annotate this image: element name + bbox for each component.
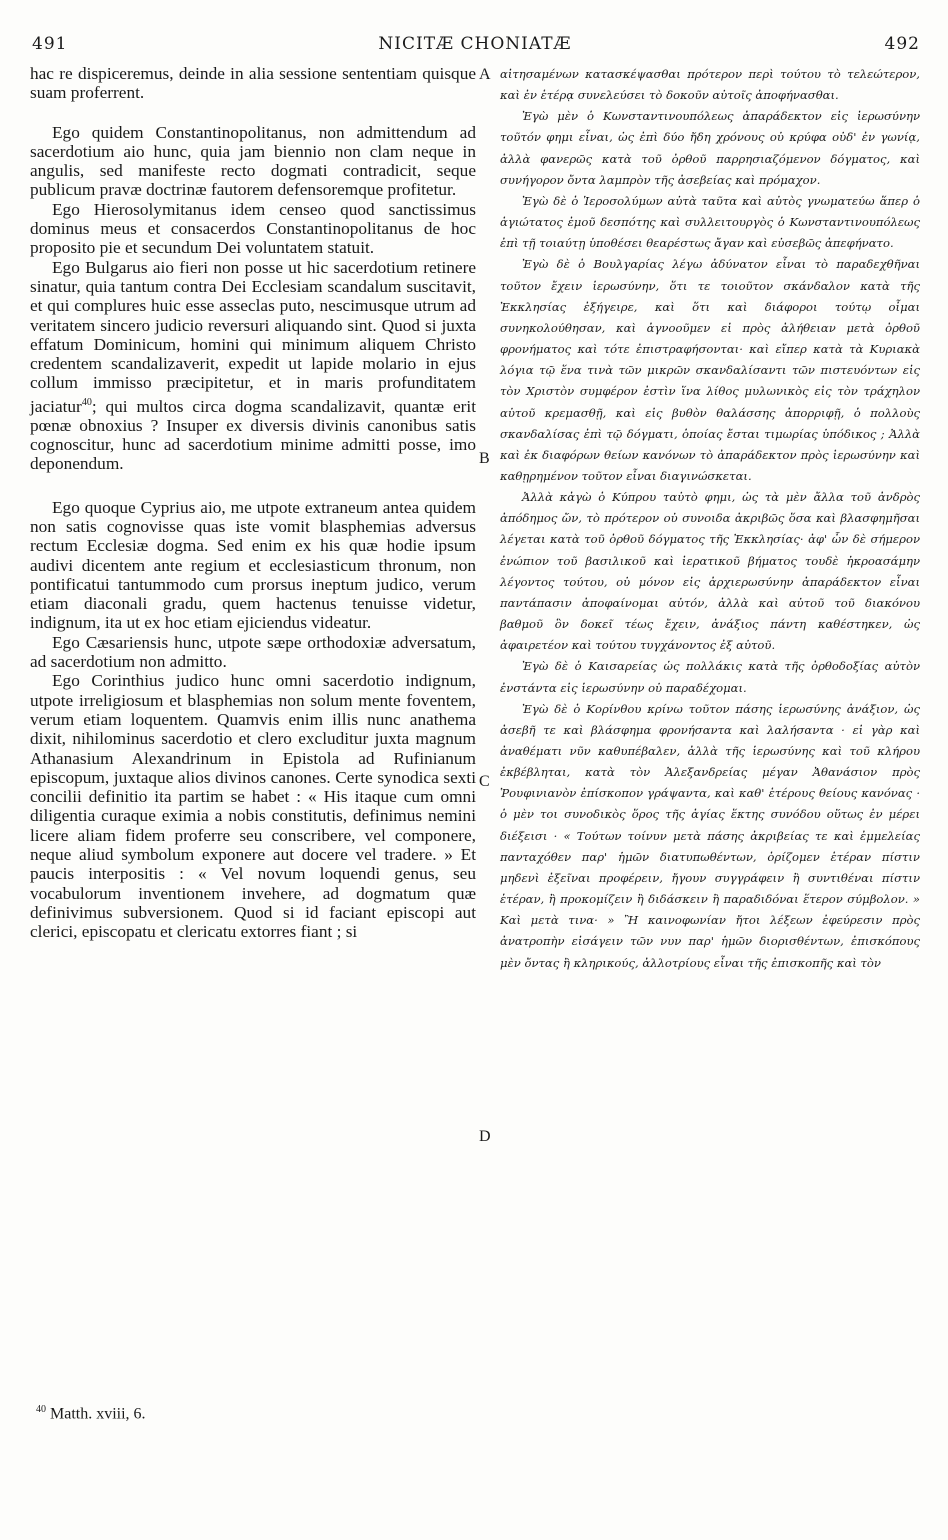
greek-paragraph: Ἀλλὰ κἀγὼ ὁ Κύπρου ταὐτὸ φημι, ὡς τὰ μὲν ἄλλα τοῦ ἀνδρὸς ἀπόδημος ὤν, τὸ πρότερον οὐ συνοιδα ἀκριβῶς ὅσα καὶ βλασφημῆσαι λέγεται κατὰ τοῦ ὀρθοῦ δόγματος τῆς Ἐκκλησίας· ἀφ' ὧν δὲ σήμερον ἐνώπιον τοῦ βασιλικοῦ καὶ ἱερατικοῦ βήματος τουδὲ ἠκροασάμην λέγοντος τούτου, οὐ μόνον εἰς ἀρχιερωσύνην ἀπαράδεκτον εἶναι παντάπασιν ἀποφαίνομαι αὐτόν, ἀλλὰ καὶ αὐτοῦ τοῦ διακόνου βαθμοῦ ὃν δοκεῖ τέως ἔχειν, ἀνάξιος πάντη καθέστηκεν, ὡς ἀφαιρετέον καὶ τούτου τυγχάνοντος ἐξ αὐτοῦ. [500,490,920,653]
margin-letter-d: D [479,1128,491,1145]
greek-paragraph: Ἐγὼ μὲν ὁ Κωνσταντινουπόλεως ἀπαράδεκτον εἰς ἱερωσύνην τοῦτόν φημι εἶναι, ὡς ἐπὶ δύο ἤδη χρόνους οὐ κρύφα οὐδ' ἐν γωνίᾳ, ἀλλὰ φανερῶς κατὰ τοῦ ὀρθοῦ παρρησιαζόμενον δόγματος, καὶ συνήγορον ὄντα λαμπρὸν τῆς ἀσεβείας καὶ πρόμαχον. [500,109,920,187]
footnote-ref: 40 [81,396,92,408]
greek-paragraph: αἰτησαμένων κατασκέψασθαι πρότερον περὶ τούτου τὸ τελεώτερον, καὶ ἐν ἑτέρᾳ συνελεύσει τὸ δοκοῦν αὐτοῖς ἀποφήνασθαι. [500,67,920,103]
margin-letter-b: B [479,450,490,467]
latin-paragraph: Ego Hierosolymitanus idem censeo quod sanctissimus dominus meus et consacerdos Constantinopolitanus de hoc proposito pie et secundum Dei voluntatem statuit. [30,199,476,258]
page-number-left: 491 [32,34,68,54]
greek-column [500,64,920,974]
page-number-right: 492 [884,34,920,54]
latin-paragraph: Ego Corinthius judico hunc omni sacerdotio indignum, utpote irreligiosum et blasphemias non solum mente foventem, verum etiam loquentem. Quamvis enim illis nunc anathema dixit, nihilominus sacerdotio et clero excluditur juxta magnum Athanasium Alexandrinum in Epistola ad Rufinianum episcopum, juxtaque alios divinos canones. Certe synodica sexti concilii definitio ita partim se habet : « His itaque cum omni diligentia curaque eximia a nobis constitutis, definimus nemini licere aliam fidem proferre seu conscribere, vel componere, neque aliud symbolum exponere aut docere vel tradere. » Et paucis interpositis : « Vel novum loquendi genus, seu vocabulorum inventionem invehere, ad dogmatum quæ definivimus subversionem. Quod si id faciant episcopi aut clerici, episcopatu et clericatu extorres fiant ; si [30,671,476,942]
latin-column [30,64,476,942]
greek-paragraph: Ἐγὼ δὲ ὁ Βουλγαρίας λέγω ἀδύνατον εἶναι τὸ παραδεχθῆναι τοῦτον ἔχειν ἱερωσύνην, ὅτι τε τοιοῦτον σκάνδαλον κατὰ τῆς Ἐκκλησίας ἐξήγειρε, καὶ ὅτι καὶ διάφοροι τούτῳ οἶμαι συνηκολούθησαν, καὶ ἀγνοοῦμεν εἰ πρὸς ἀλήθειαν μετὰ ὀρθοῦ φρονήματος καὶ τότε ἐπιστραφήσονται· καὶ εἴπερ κατὰ τὰ Κυριακὰ λόγια τῷ ἕνα τινὰ τῶν μικρῶν σκανδαλίσαντι τῶν πιστευόντων εἰς τὸν Χριστὸν συμφέρον ἐστὶν ἵνα λίθος μυλωνικὸς εἰς τὸν τράχηλον αὐτοῦ κρεμασθῇ, καὶ εἰς βυθὸν θαλάσσης ἀπορριφῇ, ὁ πολλοὺς σκανδαλίσας ἐπὶ τῷ δόγματι, ὁποίας ἔσται τιμωρίας ὑπόδικος ; Ἀλλὰ καὶ ἐκ διαφόρων θείων κανόνων τὸ ἀπαράδεκτον πρὸς ἱερωσύνην καὶ καθῃρημένον τοῦτον εἶναι διαγινώσκεται. [500,257,920,483]
latin-text: ; qui multos circa dogma scandalizavit, quantæ erit pœnæ obnoxius ? Insuper ex diversis divinis canonibus satis cognoscitur, hunc ad sacerdotium minime admitti posse, imo deponendum. [30,396,476,474]
greek-paragraph: Ἐγὼ δὲ ὁ Ἱεροσολύμων αὐτὰ ταῦτα καὶ αὐτὸς γνωματεύω ἅπερ ὁ ἁγιώτατος ἐμοῦ δεσπότης καὶ συλλειτουργὸς ὁ Κωνσταντινουπόλεως ἐπὶ τῇ τοιαύτῃ ὑποθέσει θεαρέστως ἄγαν καὶ εὐσεβῶς ἀπεφήνατο. [500,193,920,251]
greek-paragraph: Ἐγὼ δὲ ὁ Καισαρείας ὡς πολλάκις κατὰ τῆς ὀρθοδοξίας αὐτὸν ἐνστάντα εἰς ἱερωσύνην οὐ παραδέχομαι. [500,659,920,695]
latin-paragraph: Ego Cæsariensis hunc, utpote sæpe orthodoxiæ adversatum, ad sacerdotium non admitto. [30,632,476,672]
margin-letter-a: A [479,66,491,83]
running-header [30,34,920,60]
greek-paragraph: Ἐγὼ δὲ ὁ Κορίνθου κρίνω τοῦτον πάσης ἱερωσύνης ἀνάξιον, ὡς ἀσεβῆ τε καὶ βλάσφημα φρονήσαντα καὶ λαλήσαντα · εἰ γὰρ καὶ ἀναθέματι νῦν καθυπέβαλεν, ἀλλὰ τῆς ἱερωσύνης καὶ τοῦ κλήρου ἐκβέβληται, κατὰ τὸν Ἀλεξανδρείας μέγαν Ἀθανάσιον πρὸς Ῥουφινιανὸν ἐπίσκοπον γράψαντα, καὶ καθ' ἑτέρους θείους κανόνας · ὁ μὲν τοι συνοδικὸς ὅρος τῆς ἁγίας ἕκτης συνόδου οὕτως ἐν μέρει διέξεισι · « Τούτων τοίνυν μετὰ πάσης ἀκριβείας τε καὶ ἐμμελείας πανταχόθεν παρ' ἡμῶν διατυπωθέντων, ὁρίζομεν ἑτέραν πίστιν μηδενὶ ἐξεῖναι προφέρειν, ἤγουν συγγράφειν ἢ συντιθέναι πίστιν ἑτέραν, ἢ προκομίζειν ἢ διδάσκειν ἢ παραδιδόναι ἕτερον σύμβολον. » Καὶ μετὰ τινα· » Ἢ καινοφωνίαν ἤτοι λέξεων ἐφεύρεσιν πρὸς ἀνατροπὴν εἰσάγειν τῶν νυν παρ' ἡμῶν διορισθέντων, ἐπισκόπους μὲν ὄντας ἢ κληρικούς, ἀλλοτρίους εἶναι τῆς ἐπισκοπῆς καὶ τὸν [500,701,920,970]
latin-paragraph: hac re dispiceremus, deinde in alia sessione sententiam quisque suam proferrent. [30,64,476,103]
running-title: NICITÆ CHONIATÆ [378,34,572,54]
footnote [36,1404,146,1423]
footnote-number: 40 [36,1404,46,1415]
latin-paragraph: Ego quidem Constantinopolitanus, non admittendum ad sacerdotium aio hunc, quia jam biennio non clam neque in angulis, sed manifeste recto dogmati contradicit, seque publicum pravæ doctrinæ fautorem defensoremque profitetur. [30,122,476,200]
margin-letter-c: C [479,773,490,790]
footnote-text: Matth. xviii, 6. [46,1405,146,1423]
latin-paragraph: Ego quoque Cyprius aio, me utpote extraneum antea quidem non satis cognovisse quas iste vomit blasphemias adversus rectum Ecclesiæ dogma. Sed enim ex his quæ hodie ipsum audivi dicentem ante regium et ecclesiasticum thronum, non pontificatui tantummodo cum prorsus ineptum judico, verum etiam diaconali gradu, quem hactenus tenuisse videtur, indignum, ita ut ex hoc etiam ejiciendus videatur. [30,497,476,633]
latin-text: Ego Bulgarus aio fieri non posse ut hic sacerdotium retinere sinatur, quia tantum contra Dei Ecclesiam scandalum suscitavit, et qui complures huic esse asseclas puto, nescimusque utrum ad veritatem sincero judicio reversuri aliquando sint. Quod si juxta effatum Dominicum, homini qui minimum aliquem Christo credentem scandalizaverit, expedit ut lapide molario in ejus collum immisso præcipitetur, et in maris profunditatem jaciatur [30,257,476,416]
latin-paragraph [30,258,476,474]
